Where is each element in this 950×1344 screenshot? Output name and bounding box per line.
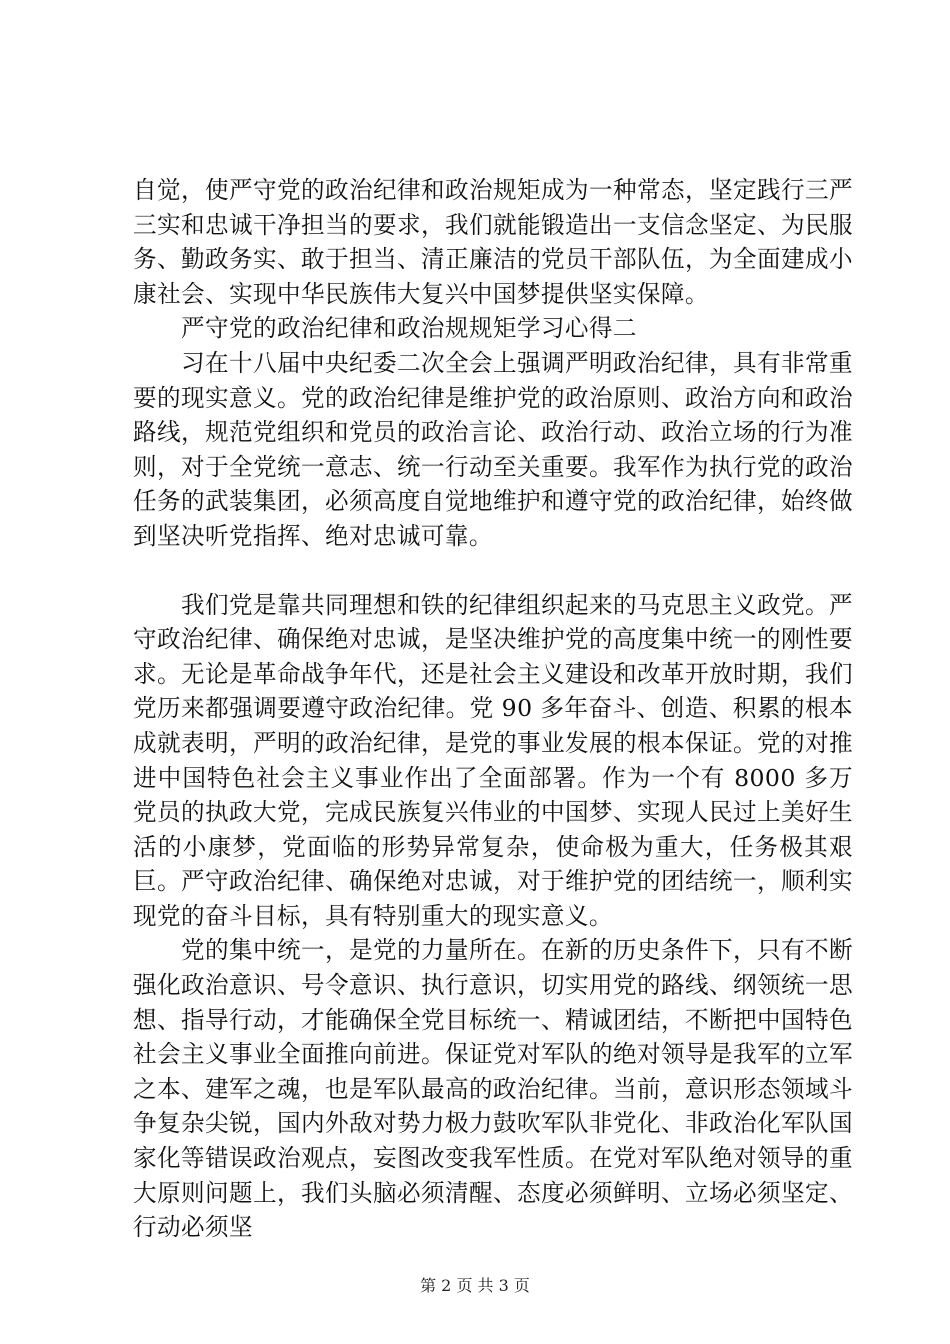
body-text — [133, 173, 853, 1245]
paragraph: 我们党是靠共同理想和铁的纪律组织起来的马克思主义政党。严守政治纪律、确保绝对忠诚，是坚决维护党的高度集中统一的刚性要求。无论是革命战争年代，还是社会主义建设和改革开放时期，我们党历来都强调要遵守政治纪律。党 90 多年奋斗、创造、积累的根本成就表明，严明的政治纪律，是党的事业发展的根本保证。党的对推进中国特色社会主义事业作出了全面部署。作为一个有 8000 多万党员的执政大党，完成民族复兴伟业的中国梦、实现人民过上美好生活的小康梦，党面临的形势异常复杂，使命极为重大，任务极其艰巨。严守政治纪律、确保绝对忠诚，对于维护党的团结统一，顺利实现党的奋斗目标，具有特别重大的现实意义。 — [133, 590, 853, 930]
paragraph-spacer — [133, 554, 853, 588]
paragraph: 习在十八届中央纪委二次全会上强调严明政治纪律，具有非常重要的现实意义。党的政治纪律是维护党的政治原则、政治方向和政治路线，规范党组织和党员的政治言论、政治行动、政治立场的行为准则，对于全党统一意志、统一行动至关重要。我军作为执行党的政治任务的武装集团，必须高度自觉地维护和遵守党的政治纪律，始终做到坚决听党指挥、绝对忠诚可靠。 — [133, 348, 853, 550]
paragraph: 党的集中统一，是党的力量所在。在新的历史条件下，只有不断强化政治意识、号令意识、执行意识，切实用党的路线、纲领统一思想、指导行动，才能确保全党目标统一、精诚团结，不断把中国特色社会主义事业全面推向前进。保证党对军队的绝对领导是我军的立军之本、建军之魂，也是军队最高的政治纪律。当前，意识形态领域斗争复杂尖锐，国内外敌对势力极力鼓吹军队非党化、非政治化军队国家化等错误政治观点，妄图改变我军性质。在党对军队绝对领导的重大原则问题上，我们头脑必须清醒、态度必须鲜明、立场必须坚定、行动必须坚 — [133, 936, 853, 1242]
paragraph-continuation: 自觉，使严守党的政治纪律和政治规矩成为一种常态，坚定践行三严三实和忠诚干净担当的要求，我们就能锻造出一支信念坚定、为民服务、勤政务实、敢于担当、清正廉洁的党员干部队伍，为全面建成小康社会、实现中华民族伟大复兴中国梦提供坚实保障。 — [133, 176, 853, 308]
page-footer: 第 2 页 共 3 页 — [420, 1276, 530, 1295]
section-heading: 严守党的政治纪律和政治规规矩学习心得二 — [181, 314, 637, 343]
